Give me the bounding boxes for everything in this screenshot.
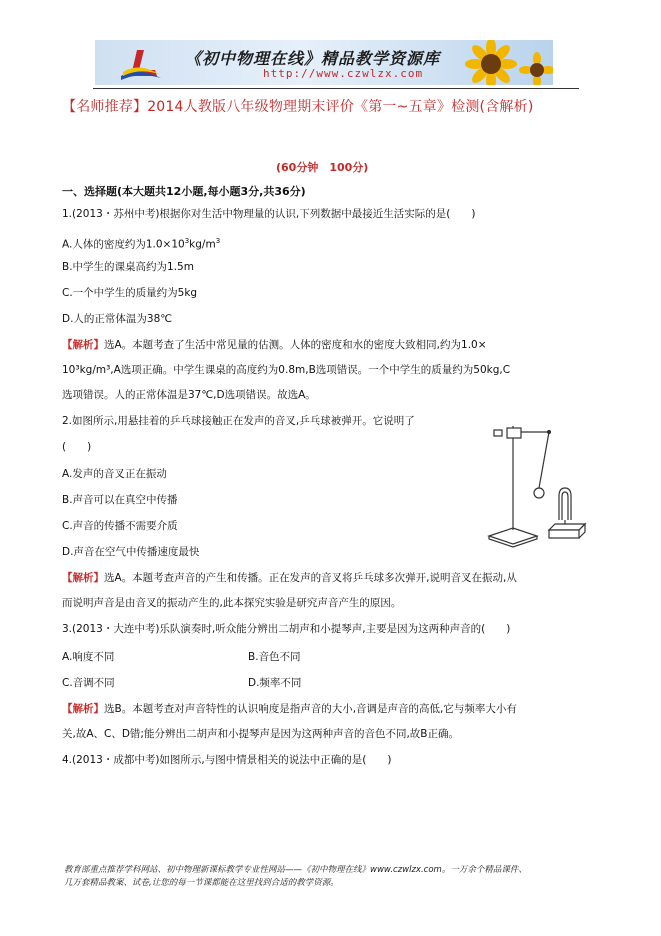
analysis-tag: 【解析】 (62, 572, 104, 584)
q3-analysis-line-2: 关,故A、C、D错;能分辨出二胡声和小提琴声是因为这两种声音的音色不同,故B正确。 (62, 728, 460, 740)
q2-option-a: A.发声的音叉正在振动 (62, 468, 167, 480)
q1-option-c: C.一个中学生的质量约为5kg (62, 287, 198, 299)
header-rule (93, 88, 579, 89)
section-heading: 一、选择题(本大题共12小题,每小题3分,共36分) (62, 185, 306, 198)
analysis-tag: 【解析】 (62, 703, 104, 715)
q3-option-c: C.音调不同 (62, 677, 115, 689)
footer-line-2: 几万套精品教案、试卷,让您的每一节课都能在这里找到合适的教学资源。 (64, 878, 339, 888)
q1-option-d: D.人的正常体温为38℃ (62, 313, 173, 325)
q2-answer-paren: ( ) (62, 441, 92, 453)
site-logo-icon (117, 46, 163, 82)
page-footer (64, 864, 612, 890)
footer-line-1: 教育部重点推荐学科网站、初中物理新课标教学专业性网站——《初中物理在线》www.czwlzx.com。一万余个精品课件、 (64, 865, 527, 875)
q1-analysis-line-3: 选项错误。人的正常体温是37℃,D选项错误。故选A。 (62, 389, 316, 401)
banner-title: 《初中物理在线》精品教学资源库 (185, 49, 441, 68)
q3-option-b: B.音色不同 (248, 651, 301, 663)
q2-analysis-line-2: 而说明声音是由音叉的振动产生的,此本探究实验是研究声音产生的原因。 (62, 597, 402, 609)
q3-analysis-line-1: 【解析】选B。本题考查对声音特性的认识响度是指声音的大小,音调是声音的高低,它与频率大小有 (62, 703, 517, 715)
q1-analysis-line-1: 【解析】选A。本题考查了生活中常见量的估测。人体的密度和水的密度大致相同,约为1.0× (62, 339, 487, 351)
q2-option-c: C.声音的传播不需要介质 (62, 520, 178, 532)
q2-stem: 2.如图所示,用悬挂着的乒乓球接触正在发声的音叉,乒乓球被弹开。它说明了 (62, 415, 415, 427)
time-score-subtitle: (60分钟 100分) (276, 161, 369, 174)
q2-option-d: D.声音在空气中传播速度最快 (62, 546, 200, 558)
tuning-fork-figure (483, 418, 593, 558)
q3-option-a: A.响度不同 (62, 651, 115, 663)
q2-option-b: B.声音可以在真空中传播 (62, 494, 178, 506)
q3-stem: 3.(2013・大连中考)乐队演奏时,听众能分辨出二胡声和小提琴声,主要是因为这两种声音的( ) (62, 623, 511, 635)
q3-option-d: D.频率不同 (248, 677, 302, 689)
document-title: 【名师推荐】2014人教版八年级物理期末评价《第一~五章》检测(含解析) (62, 99, 534, 115)
q1-option-b: B.中学生的课桌高约为1.5m (62, 261, 194, 273)
q1-analysis-line-2: 10³kg/m³,A选项正确。中学生课桌的高度约为0.8m,B选项错误。一个中学生的质量约为50kg,C (62, 364, 511, 376)
site-banner (95, 40, 553, 85)
q1-stem: 1.(2013・苏州中考)根据你对生活中物理量的认识,下列数据中最接近生活实际的是( ) (62, 208, 476, 220)
sunflower-icon (433, 40, 553, 85)
q4-stem: 4.(2013・成都中考)如图所示,与图中情景相关的说法中正确的是( ) (62, 754, 392, 766)
analysis-tag: 【解析】 (62, 339, 104, 351)
q1-option-a: A.人体的密度约为$1.0\times 10^3kg/m^3$ (62, 237, 221, 251)
banner-url: http://www.czwlzx.com (263, 67, 424, 80)
q2-analysis-line-1: 【解析】选A。本题考查声音的产生和传播。正在发声的音叉将乒乓球多次弹开,说明音叉在振动,从 (62, 572, 517, 584)
